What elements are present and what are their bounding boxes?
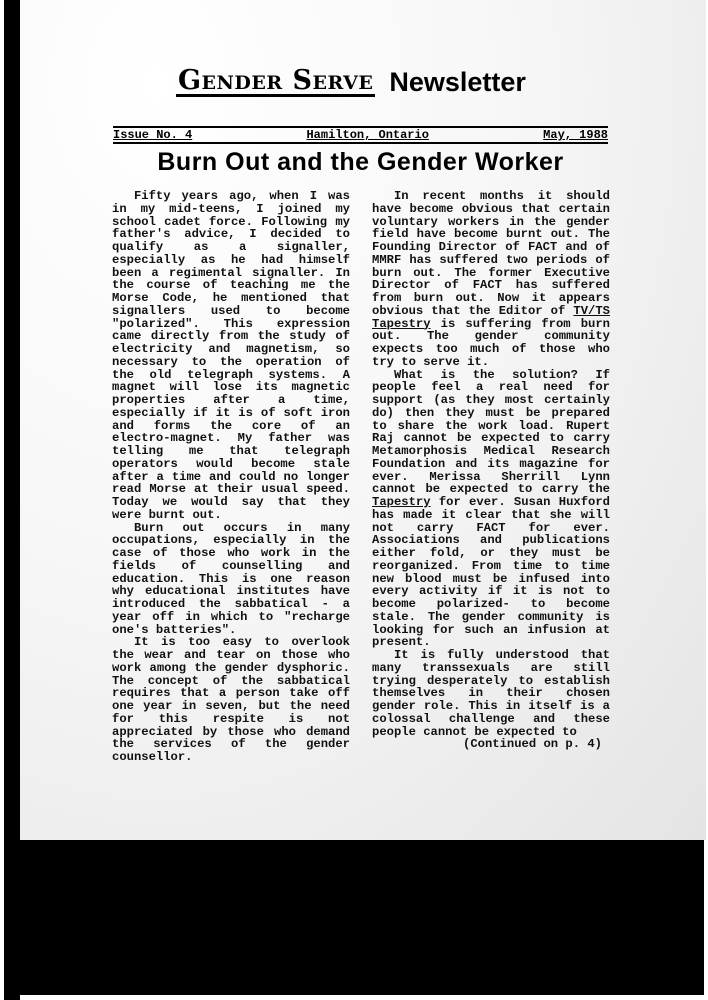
gender-serve-logo: Gender Serve <box>178 64 374 96</box>
paragraph: In recent months it should have become obvious that certain voluntary workers in the gender field have become burnt out. The Founding Director of FACT and of MMRF has suffered two periods of burn out. The former Executive Director of FACT has suffered from burn out. Now it appears obvious that the Editor of TV/TS Tapestry is suffering from burn out. The gender community expects too much of those who try to serve it. <box>372 189 610 369</box>
issue-date: May, 1988 <box>543 128 608 142</box>
paragraph: Fifty years ago, when I was in my mid-teens, I joined my school cadet force. Following my father's advice, I decided to qualify as a signaller, especially as he had himself been a regimental signaller. In the course of teaching me the Morse Code, he mentioned that signallers used to become "polarized". This expression came directly from the study of electricity and magnetism, so necessary to the operation of the old telegraph systems. A magnet will lose its magnetic properties after a time, especially if it is of soft iron and forms the core of an electro-magnet. My father was telling me that telegraph operators would become stale after a time and could no longer read Morse at their usual speed. Today we would say that they were burnt out. <box>112 189 350 522</box>
scan-border-bottom <box>4 840 704 995</box>
publication-title-tapestry: Tapestry <box>372 495 431 509</box>
paragraph: Burn out occurs in many occupations, especially in the case of those who work in the fields of counselling and education. This is one reason why educational institutes have introduced the sabbatical - a year off in which to "recharge one's batteries". <box>112 520 350 637</box>
issue-number: Issue No. 4 <box>113 128 193 142</box>
issue-info-bar <box>113 126 608 144</box>
paragraph: What is the solution? If people feel a real need for support (as they most certainly do) then they must be prepared to share the work load. Rupert Raj cannot be expected to carry Metamorphosis Medical Research Foundation and its magazine for ever. Merissa Sherrill Lynn cannot be expected to carry the Tapestry for ever. Susan Huxford has made it clear that she will not carry FACT for ever. Associations and publications either fold, or they must be reorganized. From time to time new blood must be infused into every activity if it is not to become polarized- to become stale. The gender community is looking for such an infusion at present. <box>372 367 610 650</box>
issue-location: Hamilton, Ontario <box>306 128 429 142</box>
paragraph: It is too easy to overlook the wear and tear on those who work among the gender dysphoric. The concept of the sabbatical requires that a person take off one year in seven, but the need for this respite is not appreciated by those who demand the services of the gender counsellor. <box>112 635 350 764</box>
publication-title-tvts-tapestry: TV/TS Tapestry <box>372 303 610 331</box>
newsletter-title: Newsletter <box>389 66 526 97</box>
continued-note: (Continued on p. 4) <box>463 737 602 752</box>
paragraph: It is fully understood that many transsexuals are still trying desperately to establish themselves in their chosen gender role. This in itself is a colossal challenge and these people cannot be expected to <box>372 648 610 739</box>
article-headline: Burn Out and the Gender Worker <box>157 148 564 176</box>
article-right-column <box>372 190 610 751</box>
masthead <box>176 62 526 102</box>
article-left-column <box>112 190 350 764</box>
